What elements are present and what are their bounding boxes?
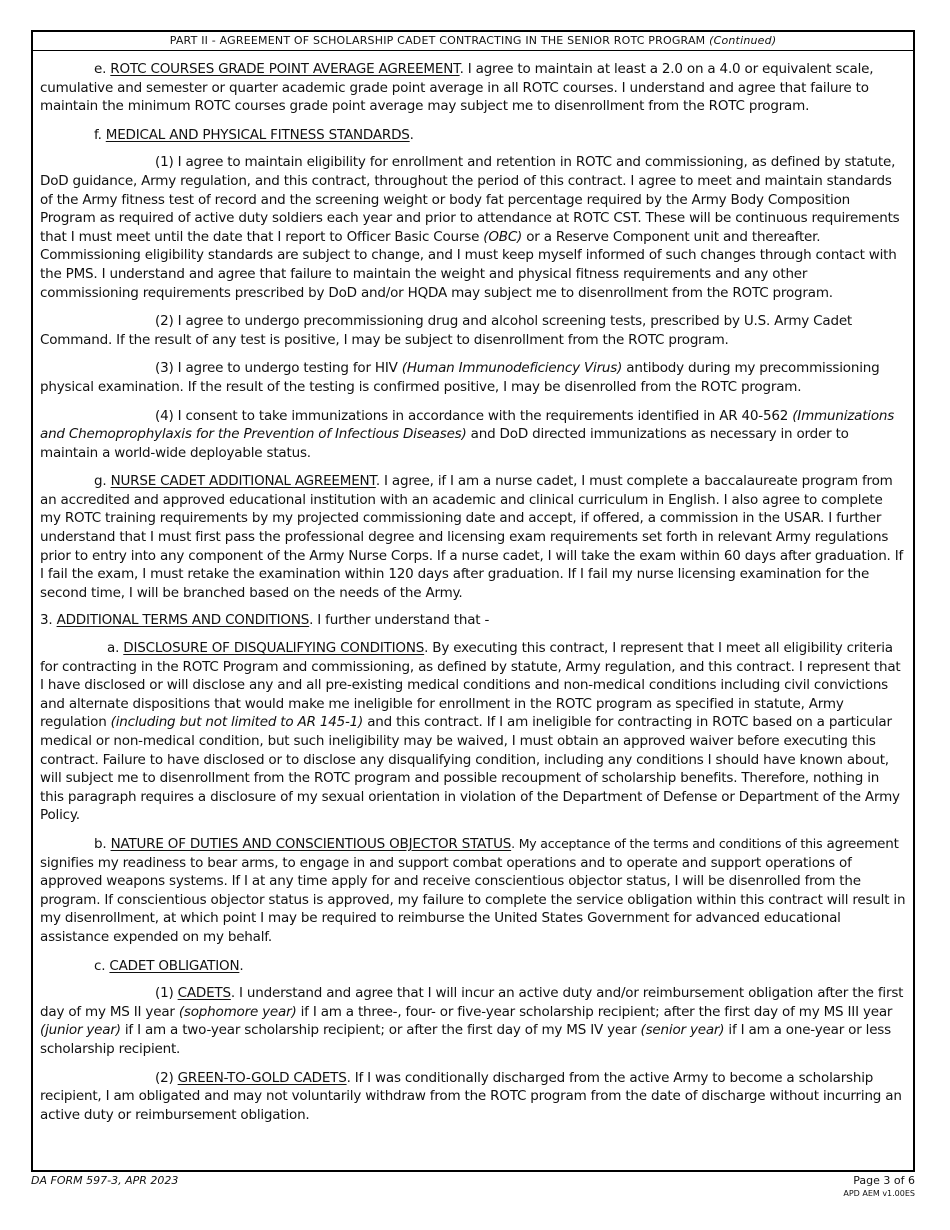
section-e	[40, 60, 906, 116]
section-g-heading: NURSE CADET ADDITIONAL AGREEMENT	[110, 473, 376, 490]
section-3	[40, 611, 906, 630]
section-3c-1	[40, 984, 906, 1058]
section-f-3	[40, 359, 906, 396]
section-3c-2-heading: GREEN-TO-GOLD CADETS	[177, 1069, 347, 1086]
section-f-4	[40, 407, 906, 463]
section-f-4-text-b: and DoD directed immunizations as necessary in order to maintain a world-wide deployable status.	[40, 426, 849, 461]
section-3b-text: agreement signifies my readiness to bear arms, to engage in and support combat operations and to operate and support operations of approved weapons systems. If I at any time apply for and receive conscientious objector status, I will be disenrolled from the program. If conscientious objector status is approved, my failure to complete the service obligation within this contract will result in my disenrollment, at which point I may be required to reimburse the United States Government for advanced educational assistance expended on my behalf.	[40, 835, 906, 945]
section-f-1-obc: (OBC)	[483, 228, 523, 245]
part-header	[33, 32, 913, 51]
section-3a-text-a: . By executing this contract, I represent that I meet all eligibility criteria for contracting in the ROTC Program and commissioning, as defined by statute, Army regulation, and this contract. I represent that I have disclosed or will disclose any and all pre-existing medical conditions and non-medical conditions including civil convictions and alternate dispositions that would make me ineligible for enrollment in the ROTC program as specified in statute, Army regulation	[40, 640, 901, 731]
section-f-1	[40, 153, 906, 302]
section-3c-2-text: . If I was conditionally discharged from the active Army to become a scholarship recipient, I am obligated and may not voluntarily withdraw from the ROTC program from the date of discharge without incurring an active duty or reimbursement obligation.	[40, 1069, 902, 1123]
section-3a	[40, 639, 906, 825]
section-f-heading: MEDICAL AND PHYSICAL FITNESS STANDARDS	[105, 126, 410, 143]
section-3a-ref: (including but not limited to AR 145-1)	[110, 714, 364, 731]
section-3b-heading: NATURE OF DUTIES AND CONSCIENTIOUS OBJECTOR STATUS	[110, 835, 512, 852]
section-f-2	[40, 312, 906, 349]
section-f-3-hiv: (Human Immunodeficiency Virus)	[401, 360, 623, 377]
section-3c-1-text-a: . I understand and agree that I will incur an active duty and/or reimbursement obligation after the first day of my MS II year	[40, 985, 904, 1020]
version-code: APD AEM v1.00ES	[843, 1189, 915, 1198]
section-3-marker: 3.	[40, 612, 53, 629]
section-f-3-text-b: antibody during my precommissioning physical examination. If the result of the testing is confirmed positive, I may be disenrolled from the ROTC program.	[40, 360, 880, 395]
section-3c-1-junior: (junior year)	[40, 1022, 121, 1039]
section-3c-marker: c.	[94, 957, 106, 974]
section-f-4-text-a: (4) I consent to take immunizations in accordance with the requirements identified in AR 40-562	[155, 407, 793, 424]
page-number: Page 3 of 6	[853, 1174, 915, 1187]
section-3c-1-senior: (senior year)	[640, 1022, 725, 1039]
section-3c-1-text-b: if I am a three-, four- or five-year scholarship recipient; after the first day of my MS III year	[296, 1003, 893, 1020]
section-f-2-text: (2) I agree to undergo precommissioning drug and alcohol screening tests, prescribed by U.S. Army Cadet Command. If the result of any test is positive, I may be subject to disenrollment from the ROTC program.	[40, 313, 853, 348]
section-f: f. MEDICAL AND PHYSICAL FITNESS STANDARDS.	[94, 126, 414, 143]
section-3c-1-heading: CADETS	[177, 985, 231, 1002]
section-f-1-text-a: (1) I agree to maintain eligibility for enrollment and retention in ROTC and commissioning, as defined by statute, DoD guidance, Army regulation, and this contract, throughout the period of this contract. I agree to meet and maintain standards of the Army fitness test of record and the screening weight or body fat percentage required by the Army Body Composition Program as required of active duty soldiers each year and prior to attendance at ROTC CST. These will be continuous requirements that I must meet until the date that I report to Officer Basic Course	[40, 154, 900, 245]
section-e-marker: e.	[94, 61, 107, 77]
section-3c-period: .	[239, 957, 244, 974]
section-f-3-text-a: (3) I agree to undergo testing for HIV	[155, 360, 402, 377]
section-f-marker: f.	[94, 126, 102, 143]
section-3c-2	[40, 1069, 906, 1125]
section-3c-1-sophomore: (sophomore year)	[178, 1003, 297, 1020]
section-3b-lead: . My acceptance of the terms and conditions of this	[511, 835, 823, 851]
section-3b	[40, 835, 906, 947]
section-e-heading: ROTC COURSES GRADE POINT AVERAGE AGREEMENT	[110, 61, 460, 77]
section-3a-heading: DISCLOSURE OF DISQUALIFYING CONDITIONS	[123, 640, 425, 657]
section-g-text: . I agree, if I am a nurse cadet, I must complete a baccalaureate program from an accredited and approved educational institution with an academic and clinical curriculum in English. I also agree to complete my ROTC training requirements by my projected commissioning date and accept, if offered, a commission in the USAR. I further understand that I must first pass the professional degree and licensing exam requirements set forth in relevant Army regulations prior to entry into any component of the Army Nurse Corps. If a nurse cadet, I will take the exam within 60 days after graduation. If I fail the exam, I must retake the examination within 120 days after graduation. If I fail my nurse licensing examination for the second time, I will be branched based on the needs of the Army.	[40, 473, 904, 601]
section-3a-marker: a.	[107, 640, 120, 657]
section-3-heading: ADDITIONAL TERMS AND CONDITIONS	[56, 612, 310, 629]
form-content	[33, 51, 913, 1124]
part-header-continued: (Continued)	[709, 34, 777, 47]
section-3a-text-b: and this contract. If I am ineligible for contracting in ROTC based on a particular medical or non-medical condition, but such ineligibility may be waived, I must obtain an approved waiver before executing this contract. Failure to have disclosed or to disclose any disqualifying condition, including any conditions I should have known about, will subject me to disenrollment from the ROTC program and possible recoupment of scholarship benefits. Therefore, nothing in this paragraph requires a disclosure of my sexual orientation in violation of the Department of Defense or Department of the Army Policy.	[40, 714, 900, 824]
form-number: DA FORM 597-3, APR 2023	[31, 1174, 179, 1187]
section-3c-1-text-d: if I am a one-year or less scholarship recipient.	[40, 1022, 891, 1057]
section-e-text: . I agree to maintain at least a 2.0 on a 4.0 or equivalent scale, cumulative and semester or quarter academic grade point average in all ROTC courses. I understand and agree that failure to maintain the minimum ROTC courses grade point average may subject me to disenrollment from the ROTC program.	[40, 61, 874, 115]
section-g-marker: g.	[94, 473, 107, 490]
section-f-4-title: (Immunizations and Chemoprophylaxis for the Prevention of Infectious Diseases)	[40, 407, 895, 443]
section-3c-2-marker: (2)	[155, 1069, 174, 1086]
section-3c-1-marker: (1)	[155, 985, 174, 1002]
section-3c-1-text-c: if I am a two-year scholarship recipient; or after the first day of my MS IV year	[120, 1022, 641, 1039]
section-3-text: . I further understand that -	[309, 612, 490, 629]
section-g	[40, 472, 906, 602]
part-header-title: PART II - AGREEMENT OF SCHOLARSHIP CADET CONTRACTING IN THE SENIOR ROTC PROGRAM	[169, 34, 706, 47]
section-3b-marker: b.	[94, 835, 107, 852]
section-3c-heading: CADET OBLIGATION	[109, 957, 240, 974]
form-box	[31, 30, 915, 1172]
section-f-1-text-b: or a Reserve Component unit and thereafter. Commissioning eligibility standards are subject to change, and I must keep myself informed of such changes through contact with the PMS. I understand and agree that failure to maintain the weight and physical fitness requirements and any other commissioning requirements prescribed by DoD and/or HQDA may subject me to disenrollment from the ROTC program.	[40, 228, 897, 301]
section-3c	[40, 957, 906, 976]
